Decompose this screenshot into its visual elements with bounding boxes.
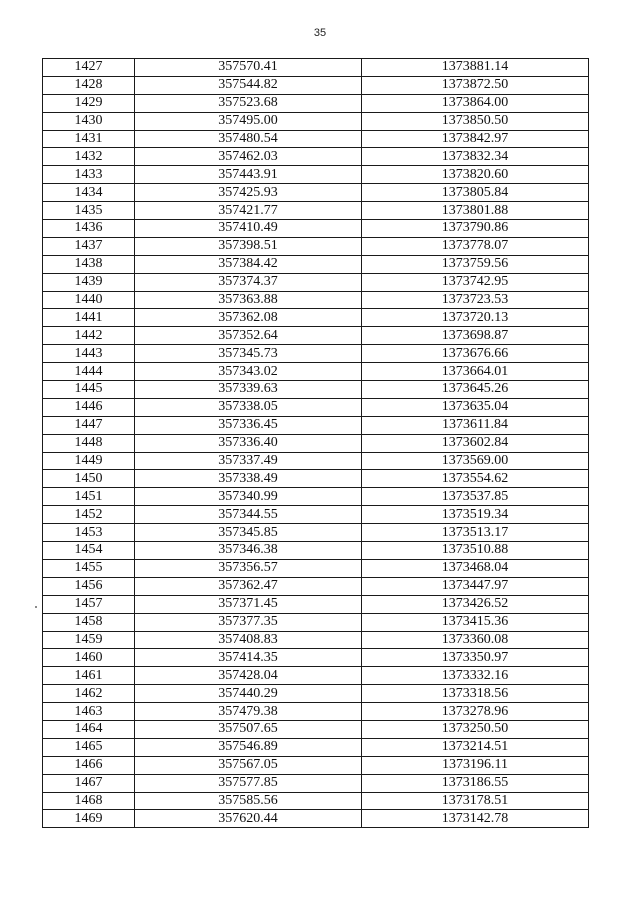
- y-coordinate-cell: 1373468.04: [362, 559, 589, 577]
- table-row: [43, 202, 589, 220]
- x-coordinate-cell: 357577.85: [135, 774, 362, 792]
- point-number-cell: 1435: [43, 202, 135, 220]
- table-row: [43, 184, 589, 202]
- x-coordinate-cell: 357421.77: [135, 202, 362, 220]
- x-coordinate-cell: 357384.42: [135, 255, 362, 273]
- y-coordinate-cell: 1373720.13: [362, 309, 589, 327]
- point-number-cell: 1451: [43, 488, 135, 506]
- y-coordinate-cell: 1373790.86: [362, 220, 589, 238]
- x-coordinate-cell: 357462.03: [135, 148, 362, 166]
- y-coordinate-cell: 1373360.08: [362, 631, 589, 649]
- y-coordinate-cell: 1373178.51: [362, 792, 589, 810]
- x-coordinate-cell: 357440.29: [135, 685, 362, 703]
- table-row: [43, 237, 589, 255]
- y-coordinate-cell: 1373332.16: [362, 667, 589, 685]
- x-coordinate-cell: 357414.35: [135, 649, 362, 667]
- y-coordinate-cell: 1373872.50: [362, 76, 589, 94]
- table-row: [43, 291, 589, 309]
- point-number-cell: 1469: [43, 810, 135, 828]
- point-number-cell: 1462: [43, 685, 135, 703]
- y-coordinate-cell: 1373278.96: [362, 703, 589, 721]
- point-number-cell: 1439: [43, 273, 135, 291]
- x-coordinate-cell: 357362.08: [135, 309, 362, 327]
- y-coordinate-cell: 1373447.97: [362, 577, 589, 595]
- table-row: [43, 273, 589, 291]
- scan-speck: [35, 606, 37, 608]
- point-number-cell: 1432: [43, 148, 135, 166]
- x-coordinate-cell: 357507.65: [135, 720, 362, 738]
- x-coordinate-cell: 357371.45: [135, 595, 362, 613]
- table-row: [43, 148, 589, 166]
- point-number-cell: 1430: [43, 112, 135, 130]
- x-coordinate-cell: 357362.47: [135, 577, 362, 595]
- x-coordinate-cell: 357356.57: [135, 559, 362, 577]
- y-coordinate-cell: 1373142.78: [362, 810, 589, 828]
- x-coordinate-cell: 357345.85: [135, 524, 362, 542]
- coordinates-table-body: [43, 59, 589, 828]
- x-coordinate-cell: 357337.49: [135, 452, 362, 470]
- table-row: [43, 810, 589, 828]
- y-coordinate-cell: 1373415.36: [362, 613, 589, 631]
- point-number-cell: 1445: [43, 381, 135, 399]
- table-row: [43, 470, 589, 488]
- y-coordinate-cell: 1373801.88: [362, 202, 589, 220]
- point-number-cell: 1428: [43, 76, 135, 94]
- x-coordinate-cell: 357495.00: [135, 112, 362, 130]
- point-number-cell: 1453: [43, 524, 135, 542]
- y-coordinate-cell: 1373250.50: [362, 720, 589, 738]
- x-coordinate-cell: 357336.45: [135, 416, 362, 434]
- y-coordinate-cell: 1373537.85: [362, 488, 589, 506]
- table-row: [43, 613, 589, 631]
- table-row: [43, 327, 589, 345]
- table-row: [43, 720, 589, 738]
- page-number: 35: [313, 27, 327, 39]
- point-number-cell: 1449: [43, 452, 135, 470]
- point-number-cell: 1460: [43, 649, 135, 667]
- y-coordinate-cell: 1373820.60: [362, 166, 589, 184]
- table-row: [43, 381, 589, 399]
- point-number-cell: 1468: [43, 792, 135, 810]
- y-coordinate-cell: 1373635.04: [362, 398, 589, 416]
- point-number-cell: 1459: [43, 631, 135, 649]
- x-coordinate-cell: 357374.37: [135, 273, 362, 291]
- point-number-cell: 1457: [43, 595, 135, 613]
- x-coordinate-cell: 357338.49: [135, 470, 362, 488]
- point-number-cell: 1450: [43, 470, 135, 488]
- y-coordinate-cell: 1373318.56: [362, 685, 589, 703]
- point-number-cell: 1464: [43, 720, 135, 738]
- table-row: [43, 703, 589, 721]
- x-coordinate-cell: 357567.05: [135, 756, 362, 774]
- x-coordinate-cell: 357546.89: [135, 738, 362, 756]
- point-number-cell: 1448: [43, 434, 135, 452]
- point-number-cell: 1461: [43, 667, 135, 685]
- y-coordinate-cell: 1373519.34: [362, 506, 589, 524]
- x-coordinate-cell: 357346.38: [135, 542, 362, 560]
- x-coordinate-cell: 357428.04: [135, 667, 362, 685]
- point-number-cell: 1452: [43, 506, 135, 524]
- y-coordinate-cell: 1373723.53: [362, 291, 589, 309]
- x-coordinate-cell: 357344.55: [135, 506, 362, 524]
- table-row: [43, 542, 589, 560]
- y-coordinate-cell: 1373214.51: [362, 738, 589, 756]
- x-coordinate-cell: 357339.63: [135, 381, 362, 399]
- point-number-cell: 1467: [43, 774, 135, 792]
- y-coordinate-cell: 1373664.01: [362, 363, 589, 381]
- y-coordinate-cell: 1373196.11: [362, 756, 589, 774]
- point-number-cell: 1456: [43, 577, 135, 595]
- x-coordinate-cell: 357570.41: [135, 59, 362, 77]
- x-coordinate-cell: 357343.02: [135, 363, 362, 381]
- table-row: [43, 309, 589, 327]
- x-coordinate-cell: 357410.49: [135, 220, 362, 238]
- point-number-cell: 1454: [43, 542, 135, 560]
- table-row: [43, 595, 589, 613]
- y-coordinate-cell: 1373842.97: [362, 130, 589, 148]
- y-coordinate-cell: 1373778.07: [362, 237, 589, 255]
- y-coordinate-cell: 1373832.34: [362, 148, 589, 166]
- y-coordinate-cell: 1373759.56: [362, 255, 589, 273]
- y-coordinate-cell: 1373186.55: [362, 774, 589, 792]
- point-number-cell: 1427: [43, 59, 135, 77]
- y-coordinate-cell: 1373864.00: [362, 94, 589, 112]
- table-row: [43, 434, 589, 452]
- y-coordinate-cell: 1373611.84: [362, 416, 589, 434]
- y-coordinate-cell: 1373569.00: [362, 452, 589, 470]
- table-row: [43, 649, 589, 667]
- point-number-cell: 1443: [43, 345, 135, 363]
- x-coordinate-cell: 357480.54: [135, 130, 362, 148]
- point-number-cell: 1446: [43, 398, 135, 416]
- point-number-cell: 1441: [43, 309, 135, 327]
- table-row: [43, 524, 589, 542]
- x-coordinate-cell: 357340.99: [135, 488, 362, 506]
- table-row: [43, 59, 589, 77]
- table-row: [43, 345, 589, 363]
- point-number-cell: 1438: [43, 255, 135, 273]
- x-coordinate-cell: 357352.64: [135, 327, 362, 345]
- point-number-cell: 1463: [43, 703, 135, 721]
- y-coordinate-cell: 1373742.95: [362, 273, 589, 291]
- table-row: [43, 166, 589, 184]
- x-coordinate-cell: 357523.68: [135, 94, 362, 112]
- y-coordinate-cell: 1373602.84: [362, 434, 589, 452]
- point-number-cell: 1433: [43, 166, 135, 184]
- y-coordinate-cell: 1373350.97: [362, 649, 589, 667]
- point-number-cell: 1465: [43, 738, 135, 756]
- x-coordinate-cell: 357398.51: [135, 237, 362, 255]
- point-number-cell: 1466: [43, 756, 135, 774]
- x-coordinate-cell: 357336.40: [135, 434, 362, 452]
- y-coordinate-cell: 1373426.52: [362, 595, 589, 613]
- table-row: [43, 792, 589, 810]
- table-row: [43, 559, 589, 577]
- x-coordinate-cell: 357443.91: [135, 166, 362, 184]
- table-row: [43, 631, 589, 649]
- x-coordinate-cell: 357408.83: [135, 631, 362, 649]
- table-row: [43, 488, 589, 506]
- y-coordinate-cell: 1373513.17: [362, 524, 589, 542]
- table-row: [43, 76, 589, 94]
- table-row: [43, 363, 589, 381]
- x-coordinate-cell: 357585.56: [135, 792, 362, 810]
- x-coordinate-cell: 357377.35: [135, 613, 362, 631]
- x-coordinate-cell: 357479.38: [135, 703, 362, 721]
- table-row: [43, 685, 589, 703]
- table-row: [43, 738, 589, 756]
- y-coordinate-cell: 1373850.50: [362, 112, 589, 130]
- table-row: [43, 667, 589, 685]
- y-coordinate-cell: 1373805.84: [362, 184, 589, 202]
- y-coordinate-cell: 1373645.26: [362, 381, 589, 399]
- x-coordinate-cell: 357620.44: [135, 810, 362, 828]
- coordinates-table: [42, 58, 589, 828]
- table-row: [43, 255, 589, 273]
- table-row: [43, 220, 589, 238]
- y-coordinate-cell: 1373698.87: [362, 327, 589, 345]
- point-number-cell: 1447: [43, 416, 135, 434]
- x-coordinate-cell: 357544.82: [135, 76, 362, 94]
- point-number-cell: 1442: [43, 327, 135, 345]
- x-coordinate-cell: 357338.05: [135, 398, 362, 416]
- point-number-cell: 1455: [43, 559, 135, 577]
- point-number-cell: 1429: [43, 94, 135, 112]
- table-row: [43, 416, 589, 434]
- table-row: [43, 94, 589, 112]
- point-number-cell: 1458: [43, 613, 135, 631]
- point-number-cell: 1434: [43, 184, 135, 202]
- x-coordinate-cell: 357425.93: [135, 184, 362, 202]
- y-coordinate-cell: 1373554.62: [362, 470, 589, 488]
- x-coordinate-cell: 357363.88: [135, 291, 362, 309]
- point-number-cell: 1431: [43, 130, 135, 148]
- point-number-cell: 1440: [43, 291, 135, 309]
- table-row: [43, 452, 589, 470]
- table-row: [43, 398, 589, 416]
- table-row: [43, 774, 589, 792]
- point-number-cell: 1444: [43, 363, 135, 381]
- table-row: [43, 506, 589, 524]
- table-row: [43, 756, 589, 774]
- table-row: [43, 577, 589, 595]
- point-number-cell: 1437: [43, 237, 135, 255]
- y-coordinate-cell: 1373676.66: [362, 345, 589, 363]
- y-coordinate-cell: 1373510.88: [362, 542, 589, 560]
- y-coordinate-cell: 1373881.14: [362, 59, 589, 77]
- x-coordinate-cell: 357345.73: [135, 345, 362, 363]
- table-row: [43, 112, 589, 130]
- point-number-cell: 1436: [43, 220, 135, 238]
- table-row: [43, 130, 589, 148]
